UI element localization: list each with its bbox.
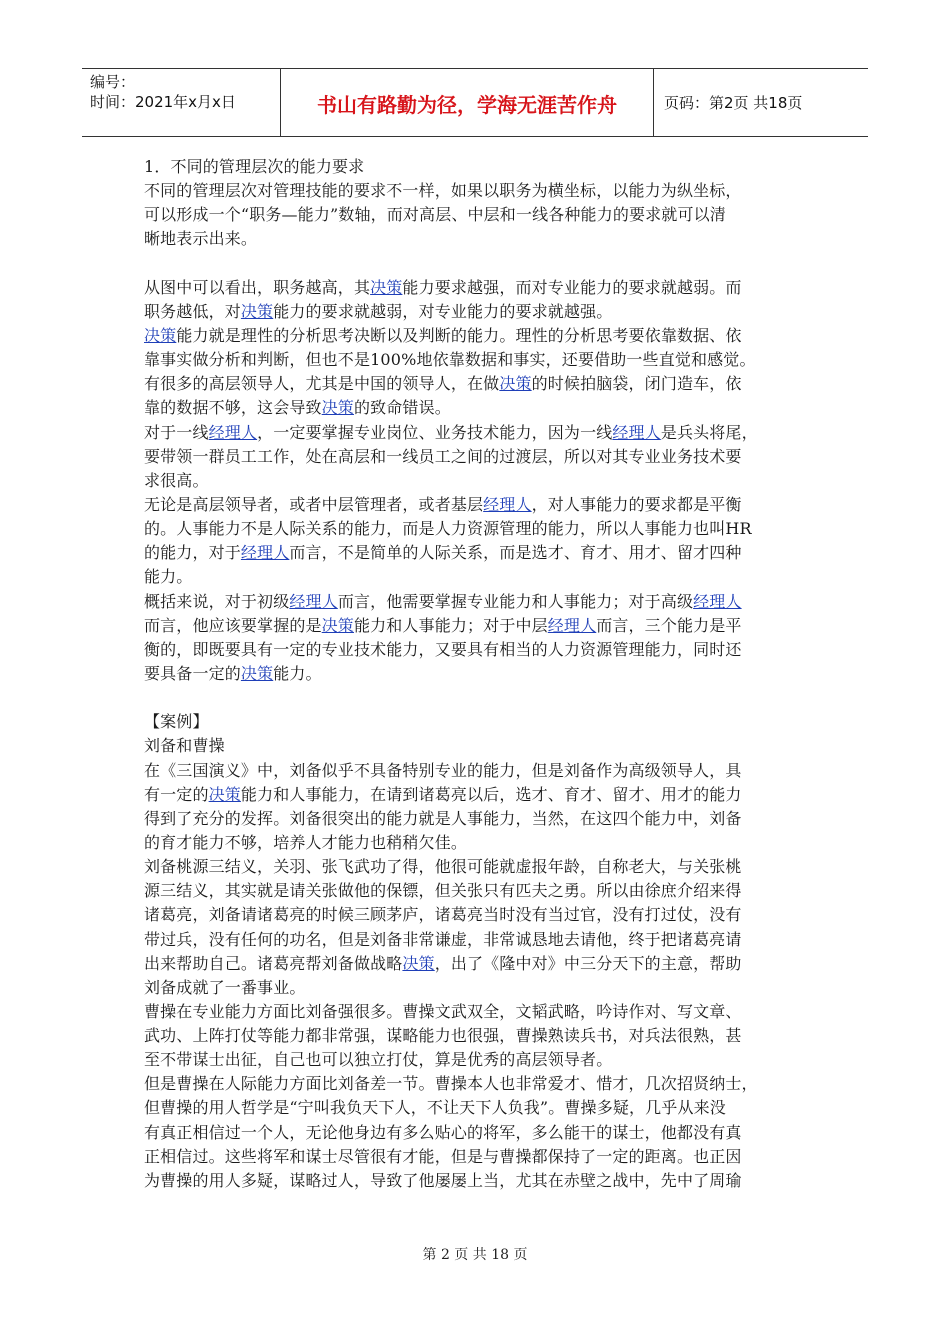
text-line: [144, 1000, 804, 1024]
code-label: 编号：: [90, 73, 136, 91]
text-segment: 的。人事能力不是人际关系的能力，而是人力资源管理的能力，所以人事能力也叫HR: [144, 519, 752, 539]
term-link[interactable]: 经理人: [208, 422, 258, 442]
text-line: [144, 252, 804, 276]
header-page-cell: [654, 69, 868, 136]
text-line: [144, 855, 804, 879]
text-segment: 而言，三个能力是平: [596, 615, 742, 635]
text-segment: ，对人事能力的要求都是平衡: [531, 494, 742, 514]
text-line: [144, 662, 804, 686]
text-line: [144, 903, 804, 927]
text-line: [144, 1072, 804, 1096]
text-line: [144, 928, 804, 952]
text-segment: 能力和人事能力，在请到诸葛亮以后，选才、育才、留才、用才的能力: [240, 784, 742, 804]
header-info-cell: [82, 69, 281, 136]
text-line: [144, 348, 804, 372]
text-segment: ，一定要掌握专业岗位、业务技术能力，因为一线: [257, 422, 613, 442]
text-line: [144, 879, 804, 903]
text-line: [144, 203, 804, 227]
text-line: [144, 300, 804, 324]
text-segment: 而言，他需要掌握专业能力和人事能力；对于高级: [337, 591, 694, 611]
text-segment: 对于一线: [144, 422, 209, 442]
text-line: [144, 493, 804, 517]
text-segment: 能力要求越强，而对专业能力的要求就越弱。而: [402, 277, 742, 297]
text-line: [144, 469, 804, 493]
text-segment: 至不带谋士出征，自己也可以独立打仗，算是优秀的高层领导者。: [144, 1050, 613, 1070]
text-segment: 但是曹操在人际能力方面比刘备差一节。曹操本人也非常爱才、惜才，几次招贤纳士，: [144, 1074, 758, 1094]
text-segment: 职务越低，对: [144, 301, 241, 321]
text-segment: 的能力，对于: [144, 543, 241, 563]
text-segment: 要带领一群员工工作，处在高层和一线员工之间的过渡层，所以对其专业业务技术要: [144, 446, 742, 466]
text-line: [144, 1169, 804, 1193]
text-line: [144, 155, 804, 179]
term-link[interactable]: 经理人: [240, 543, 290, 563]
text-segment: 武功、上阵打仗等能力都非常强，谋略能力也很强，曹操熟读兵书，对兵法很熟，甚: [144, 1026, 742, 1046]
term-link[interactable]: 经理人: [289, 591, 338, 611]
text-segment: 要具备一定的: [144, 663, 241, 683]
text-segment: 靠事实做分析和判断，但也不是100%地依靠数据和事实，还要借助一些直觉和感觉。: [144, 350, 756, 370]
term-link[interactable]: 决策: [321, 398, 354, 418]
document-body: [144, 155, 804, 1193]
text-segment: 求很高。: [144, 470, 209, 490]
text-line: [144, 372, 804, 396]
date-label: 时间：2021年x月x日: [90, 93, 236, 111]
text-segment: 得到了充分的发挥。刘备很突出的能力就是人事能力，当然，在这四个能力中，刘备: [144, 808, 742, 828]
text-segment: 有一定的: [144, 784, 209, 804]
text-segment: 可以形成一个“职务—能力”数轴，而对高层、中层和一线各种能力的要求就可以清: [144, 205, 726, 225]
text-segment: 有很多的高层领导人，尤其是中国的领导人，在做: [144, 374, 500, 394]
text-segment: 为曹操的用人多疑，谋略过人，导致了他屡屡上当，尤其在赤壁之战中，先中了周瑜: [144, 1170, 742, 1190]
text-line: [144, 807, 804, 831]
text-segment: 无论是高层领导者，或者中层管理者，或者基层: [144, 494, 484, 514]
term-link[interactable]: 决策: [321, 615, 354, 635]
text-segment: 但曹操的用人哲学是“宁叫我负天下人，不让天下人负我”。曹操多疑，几乎从来没: [144, 1098, 726, 1118]
page-footer: 第 2 页 共 18 页: [422, 1247, 528, 1263]
text-line: [144, 638, 804, 662]
text-segment: 【案例】: [144, 712, 209, 732]
text-segment: 出来帮助自己。诸葛亮帮刘备做战略: [144, 953, 403, 973]
text-segment: 正相信过。这些将军和谋士尽管很有才能，但是与曹操都保持了一定的距离。也正因: [144, 1146, 742, 1166]
text-line: [144, 445, 804, 469]
text-segment: 曹操在专业能力方面比刘备强很多。曹操文武双全，文韬武略，吟诗作对、写文章、: [144, 1001, 742, 1021]
text-line: [144, 710, 804, 734]
text-segment: 能力。: [273, 663, 322, 683]
text-segment: 1．不同的管理层次的能力要求: [144, 157, 365, 176]
text-line: [144, 952, 804, 976]
term-link[interactable]: 决策: [370, 277, 403, 297]
text-line: [144, 1096, 804, 1120]
text-segment: 能力。: [144, 567, 193, 587]
term-link[interactable]: 决策: [402, 953, 435, 973]
term-link[interactable]: 经理人: [693, 591, 742, 611]
motto: 书山有路勤为径，学海无涯苦作舟: [317, 93, 617, 117]
text-segment: ，出了《隆中对》中三分天下的主意，帮助: [434, 953, 742, 973]
text-line: [144, 1048, 804, 1072]
text-line: [144, 976, 804, 1000]
term-link[interactable]: 决策: [208, 784, 241, 804]
term-link[interactable]: 决策: [144, 325, 177, 345]
text-segment: 的育才能力不够，培养人才能力也稍稍欠佳。: [144, 832, 468, 852]
text-line: [144, 565, 804, 589]
text-line: [144, 396, 804, 420]
text-line: [144, 783, 804, 807]
text-line: [144, 227, 804, 251]
text-line: [144, 1121, 804, 1145]
header-motto-cell: [281, 69, 654, 136]
term-link[interactable]: 决策: [499, 374, 532, 394]
text-line: [144, 734, 804, 758]
text-line: [144, 324, 804, 348]
text-segment: 晰地表示出来。: [144, 229, 258, 249]
text-segment: 刘备桃源三结义，关羽、张飞武功了得，他很可能就虚报年龄，自称老大，与关张桃: [144, 857, 742, 877]
text-segment: 衡的，即既要具有一定的专业技术能力，又要具有相当的人力资源管理能力，同时还: [144, 639, 742, 659]
term-link[interactable]: 经理人: [612, 422, 661, 442]
text-line: [144, 831, 804, 855]
term-link[interactable]: 经理人: [483, 494, 532, 514]
text-segment: 不同的管理层次对管理技能的要求不一样，如果以职务为横坐标，以能力为纵坐标，: [144, 181, 742, 201]
term-link[interactable]: 决策: [240, 663, 274, 683]
text-line: [144, 614, 804, 638]
text-segment: 能力和人事能力；对于中层: [353, 615, 548, 635]
text-segment: 从图中可以看出，职务越高，其: [144, 277, 371, 297]
term-link[interactable]: 决策: [240, 301, 274, 321]
text-segment: 带过兵，没有任何的功名，但是刘备非常谦虚，非常诚恳地去请他，终于把诸葛亮请: [144, 929, 742, 949]
text-segment: 能力的要求就越弱，对专业能力的要求就越强。: [273, 301, 613, 321]
text-line: [144, 179, 804, 203]
text-line: [144, 686, 804, 710]
text-segment: 刘备和曹操: [144, 736, 225, 756]
text-line: [144, 590, 804, 614]
text-segment: 而言，他应该要掌握的是: [144, 615, 322, 635]
text-line: [144, 1024, 804, 1048]
text-line: [144, 541, 804, 565]
text-segment: 而言，不是简单的人际关系，而是选才、育才、用才、留才四种: [289, 543, 742, 563]
text-segment: 在《三国演义》中，刘备似乎不具备特别专业的能力，但是刘备作为高级领导人，具: [144, 760, 742, 780]
text-segment: 靠的数据不够，这会导致: [144, 398, 322, 418]
text-segment: 能力就是理性的分析思考决断以及判断的能力。理性的分析思考要依靠数据、依: [176, 325, 742, 345]
text-line: [144, 276, 804, 300]
text-segment: 的致命错误。: [353, 398, 451, 418]
text-segment: 源三结义，其实就是请关张做他的保镖，但关张只有匹夫之勇。所以由徐庶介绍来得: [144, 881, 742, 901]
page-label: 页码：第2页 共18页: [664, 94, 803, 112]
text-segment: 是兵头将尾，: [660, 422, 758, 442]
text-segment: 概括来说，对于初级: [144, 591, 290, 611]
text-line: [144, 421, 804, 445]
text-segment: 的时候拍脑袋，闭门造车，依: [531, 374, 742, 394]
text-line: [144, 759, 804, 783]
text-line: [144, 517, 804, 541]
text-line: [144, 1145, 804, 1169]
text-segment: 诸葛亮，刘备请诸葛亮的时候三顾茅庐，诸葛亮当时没有当过官，没有打过仗，没有: [144, 905, 742, 925]
term-link[interactable]: 经理人: [547, 615, 597, 635]
text-segment: 刘备成就了一番事业。: [144, 977, 306, 997]
text-segment: 有真正相信过一个人，无论他身边有多么贴心的将军，多么能干的谋士，他都没有真: [144, 1122, 742, 1142]
page-header: [82, 68, 868, 137]
